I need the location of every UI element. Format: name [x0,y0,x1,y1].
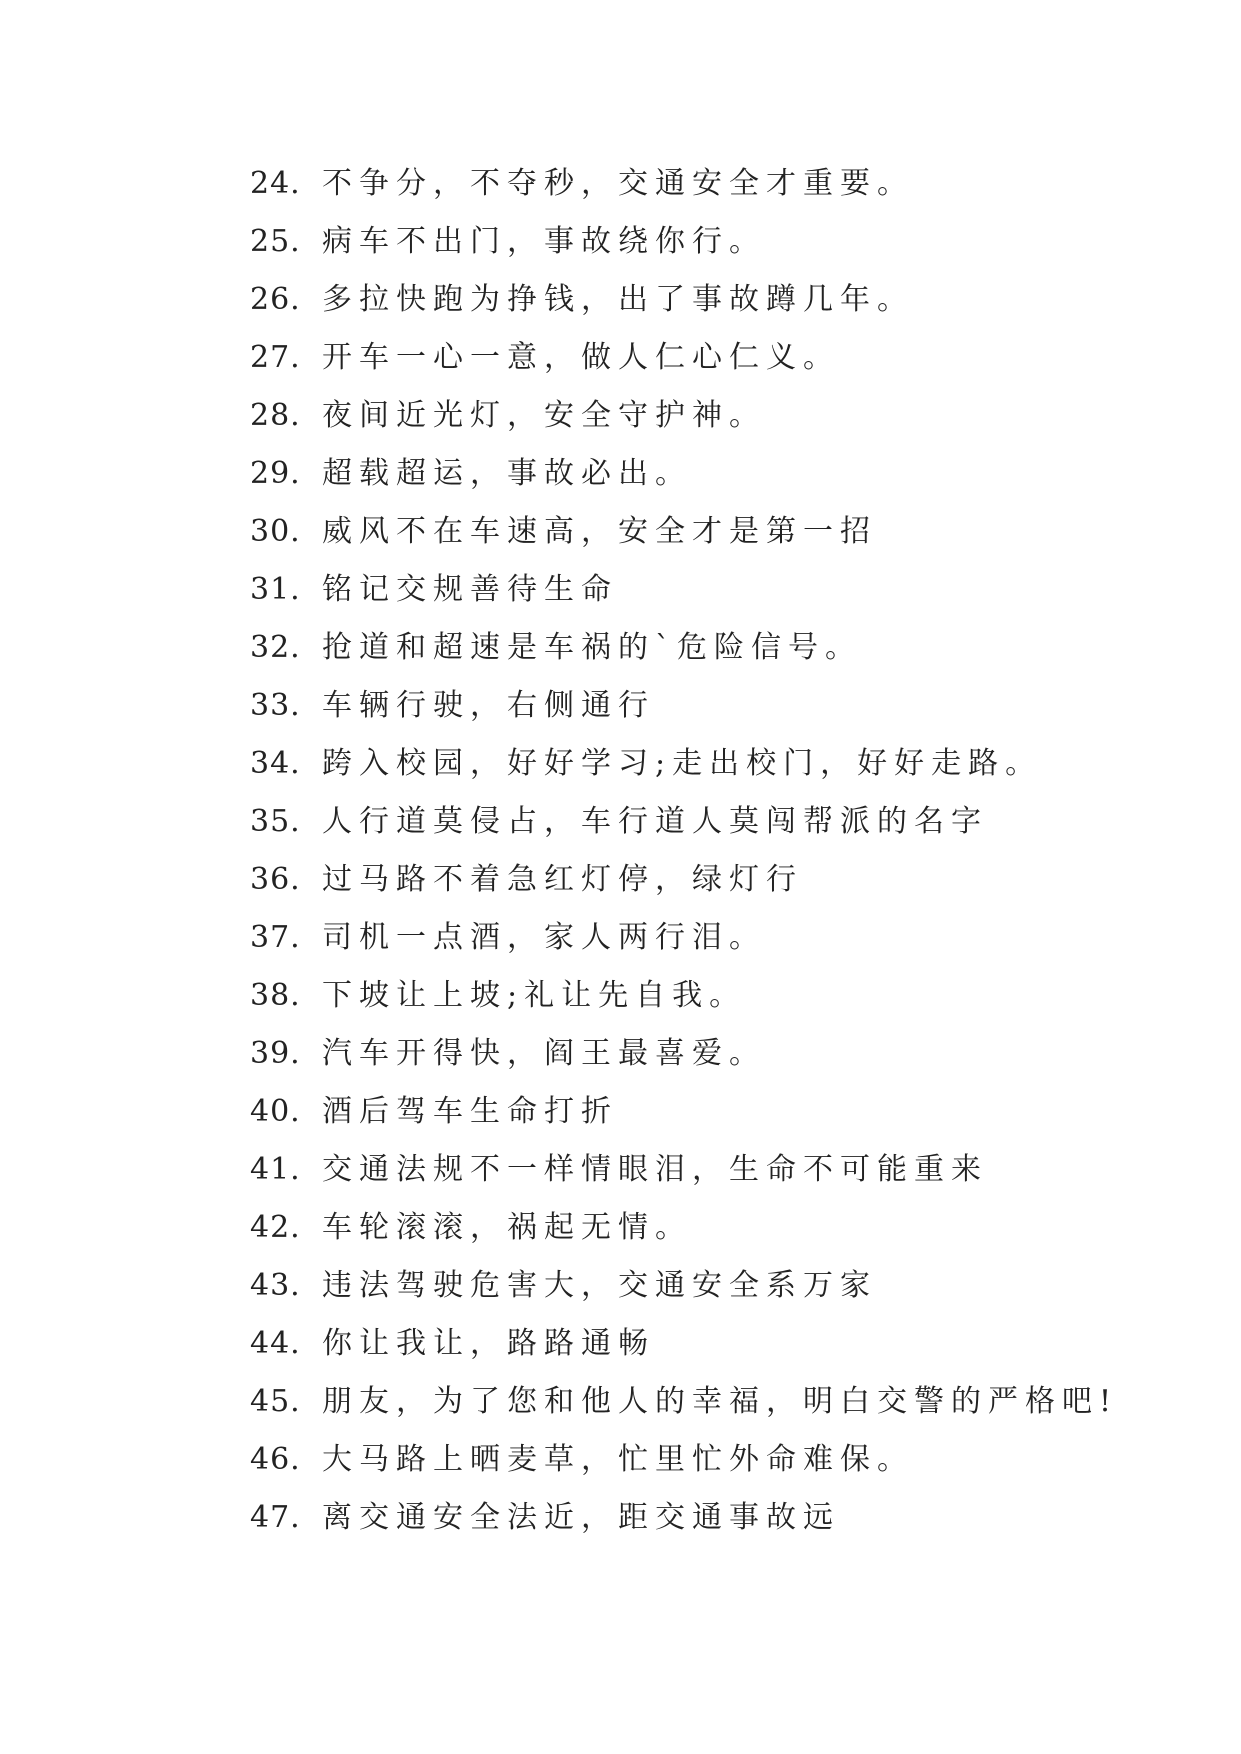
list-item [250,1436,1150,1494]
list-item [250,1262,1150,1320]
item-number: 33. [250,688,301,723]
list-item [250,508,1150,566]
item-text: 下坡让上坡;礼让先自我。 [322,978,747,1013]
item-text: 你让我让，路路通畅 [322,1326,655,1361]
item-number: 47. [250,1500,301,1535]
item-number: 34. [250,746,301,781]
list-item [250,276,1150,334]
item-text: 车辆行驶，右侧通行 [322,688,655,723]
item-number: 46. [250,1442,301,1477]
item-text: 过马路不着急红灯停，绿灯行 [322,862,803,897]
item-text: 夜间近光灯，安全守护神。 [322,398,766,433]
list-item [250,392,1150,450]
list-item [250,682,1150,740]
item-text: 离交通安全法近，距交通事故远 [322,1500,840,1535]
item-text: 病车不出门，事故绕你行。 [322,224,766,259]
item-text: 铭记交规善待生命 [322,572,618,607]
item-text: 车轮滚滚，祸起无情。 [322,1210,692,1245]
item-text: 跨入校园，好好学习;走出校门，好好走路。 [322,746,1043,781]
item-text: 司机一点酒，家人两行泪。 [322,920,766,955]
item-number: 28. [250,398,301,433]
item-text: 大马路上晒麦草，忙里忙外命难保。 [322,1442,914,1477]
list-item [250,798,1150,856]
item-number: 44. [250,1326,301,1361]
item-number: 39. [250,1036,301,1071]
item-number: 42. [250,1210,301,1245]
item-text: 不争分，不夺秒，交通安全才重要。 [322,166,914,201]
list-item [250,1204,1150,1262]
item-number: 25. [250,224,301,259]
item-text: 超载超运，事故必出。 [322,456,692,491]
item-text: 交通法规不一样情眼泪，生命不可能重来 [322,1152,988,1187]
item-number: 36. [250,862,301,897]
item-number: 43. [250,1268,301,1303]
list-item [250,334,1150,392]
item-number: 31. [250,572,301,607]
item-text: 抢道和超速是车祸的`危险信号。 [322,630,862,665]
list-item [250,856,1150,914]
item-number: 37. [250,920,301,955]
list-item [250,914,1150,972]
item-number: 32. [250,630,301,665]
item-number: 45. [250,1384,301,1419]
list-item [250,1088,1150,1146]
list-item [250,450,1150,508]
list-item [250,566,1150,624]
list-item [250,624,1150,682]
item-text: 威风不在车速高，安全才是第一招 [322,514,877,549]
list-item [250,1378,1150,1436]
item-number: 27. [250,340,301,375]
item-text: 违法驾驶危害大，交通安全系万家 [322,1268,877,1303]
item-text: 汽车开得快，阎王最喜爱。 [322,1036,766,1071]
item-number: 30. [250,514,301,549]
list-item [250,972,1150,1030]
list-item [250,218,1150,276]
item-number: 29. [250,456,301,491]
list-item [250,1320,1150,1378]
item-text: 酒后驾车生命打折 [322,1094,618,1129]
item-number: 35. [250,804,301,839]
item-text: 朋友，为了您和他人的幸福，明白交警的严格吧! [322,1384,1119,1419]
item-text: 人行道莫侵占，车行道人莫闯帮派的名字 [322,804,988,839]
slogan-list [250,160,1150,1552]
list-item [250,1030,1150,1088]
item-number: 24. [250,166,301,201]
item-number: 41. [250,1152,301,1187]
item-number: 40. [250,1094,301,1129]
list-item [250,1494,1150,1552]
item-text: 开车一心一意，做人仁心仁义。 [322,340,840,375]
item-number: 26. [250,282,301,317]
item-number: 38. [250,978,301,1013]
list-item [250,740,1150,798]
list-item [250,160,1150,218]
item-text: 多拉快跑为挣钱，出了事故蹲几年。 [322,282,914,317]
list-item [250,1146,1150,1204]
